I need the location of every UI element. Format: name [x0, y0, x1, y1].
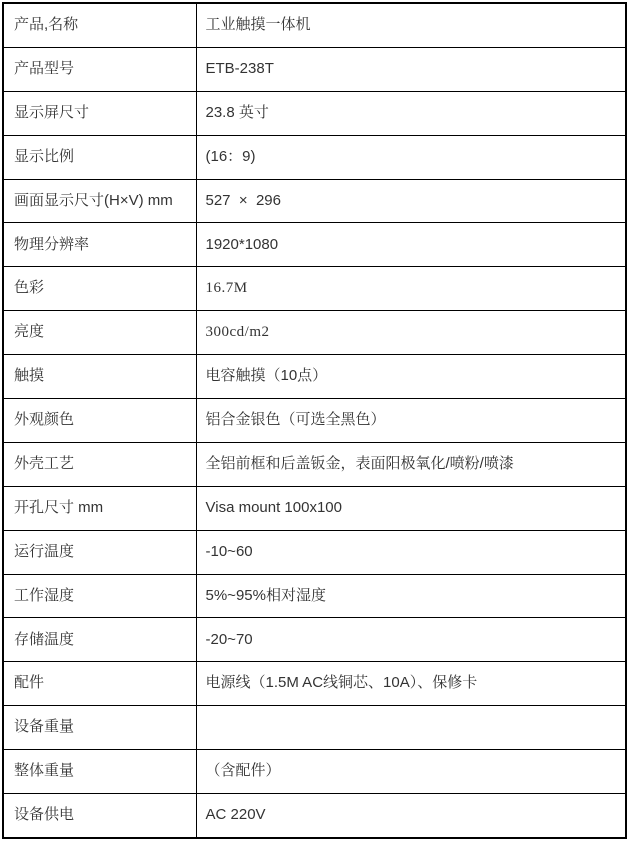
spec-row — [3, 399, 626, 443]
spec-label-cell: 整体重量 — [3, 750, 196, 794]
spec-label-cell: 开孔尺寸 mm — [3, 486, 196, 530]
spec-label-cell: 外观颜色 — [3, 399, 196, 443]
spec-value-cell: 527 × 296 — [196, 179, 626, 223]
spec-label-cell: 产品,名称 — [3, 3, 196, 47]
spec-row — [3, 442, 626, 486]
spec-label-cell: 存储温度 — [3, 618, 196, 662]
spec-label-cell: 运行温度 — [3, 530, 196, 574]
spec-value-cell: 23.8 英寸 — [196, 91, 626, 135]
spec-label-cell: 外壳工艺 — [3, 442, 196, 486]
spec-label-cell: 触摸 — [3, 355, 196, 399]
spec-row — [3, 355, 626, 399]
spec-value-cell: 工业触摸一体机 — [196, 3, 626, 47]
spec-label-cell: 色彩 — [3, 267, 196, 311]
spec-value-cell: （含配件） — [196, 750, 626, 794]
spec-row — [3, 135, 626, 179]
spec-value-cell: ETB-238T — [196, 47, 626, 91]
spec-label-cell: 产品型号 — [3, 47, 196, 91]
spec-value-cell: 电源线（1.5M AC线铜芯、10A）、保修卡 — [196, 662, 626, 706]
spec-value-cell: Visa mount 100x100 — [196, 486, 626, 530]
spec-row — [3, 706, 626, 750]
spec-value-cell — [196, 706, 626, 750]
spec-label-cell: 配件 — [3, 662, 196, 706]
spec-value-cell: 300cd/m2 — [196, 311, 626, 355]
spec-value-cell: AC 220V — [196, 794, 626, 838]
spec-value-cell: -10~60 — [196, 530, 626, 574]
spec-row — [3, 574, 626, 618]
spec-value-cell: 铝合金银色（可选全黑色） — [196, 399, 626, 443]
spec-row — [3, 267, 626, 311]
spec-value-cell: 1920*1080 — [196, 223, 626, 267]
spec-value-cell: 全铝前框和后盖钣金，表面阳极氧化/喷粉/喷漆 — [196, 442, 626, 486]
spec-table — [2, 2, 627, 839]
spec-value-cell: 16.7M — [196, 267, 626, 311]
spec-row — [3, 91, 626, 135]
spec-value-cell: (16：9) — [196, 135, 626, 179]
spec-label-cell: 画面显示尺寸(H×V) mm — [3, 179, 196, 223]
spec-row — [3, 750, 626, 794]
spec-row — [3, 486, 626, 530]
spec-value-cell: -20~70 — [196, 618, 626, 662]
spec-label-cell: 显示比例 — [3, 135, 196, 179]
spec-label-cell: 物理分辨率 — [3, 223, 196, 267]
spec-value-cell: 5%~95%相对湿度 — [196, 574, 626, 618]
spec-row — [3, 530, 626, 574]
spec-row — [3, 311, 626, 355]
spec-label-cell: 工作湿度 — [3, 574, 196, 618]
spec-row — [3, 47, 626, 91]
spec-row — [3, 179, 626, 223]
spec-row — [3, 3, 626, 47]
spec-row — [3, 223, 626, 267]
spec-label-cell: 设备供电 — [3, 794, 196, 838]
spec-table-body — [3, 3, 626, 838]
spec-label-cell: 显示屏尺寸 — [3, 91, 196, 135]
spec-row — [3, 618, 626, 662]
spec-row — [3, 794, 626, 838]
spec-label-cell: 设备重量 — [3, 706, 196, 750]
spec-value-cell: 电容触摸（10点） — [196, 355, 626, 399]
spec-label-cell: 亮度 — [3, 311, 196, 355]
spec-row — [3, 662, 626, 706]
